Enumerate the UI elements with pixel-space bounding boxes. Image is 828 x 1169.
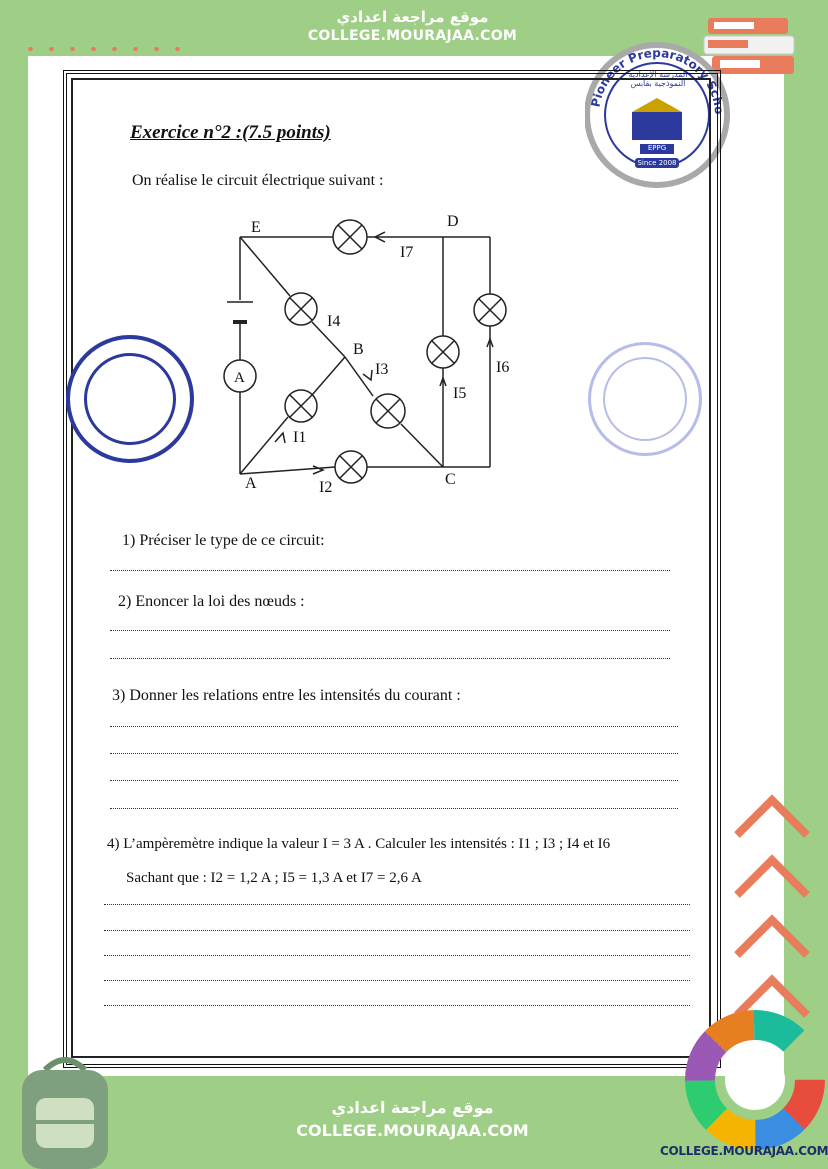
school-stamp-right <box>588 342 702 456</box>
current-label-i2: I2 <box>319 479 333 496</box>
answer-line <box>110 780 678 781</box>
circuit-diagram <box>215 212 510 502</box>
footer-site-url[interactable]: COLLEGE.MOURAJAA.COM <box>296 1121 529 1140</box>
answer-line <box>110 630 670 631</box>
footer-banner <box>285 1090 540 1169</box>
header-banner <box>290 0 535 56</box>
answer-line <box>110 726 678 727</box>
answer-line <box>104 980 690 981</box>
question-4-given: Sachant que : I2 = 1,2 A ; I5 = 1,3 A et I7 = 2,6 A <box>126 870 422 886</box>
answer-line <box>104 904 690 905</box>
question-4: 4) L’ampèremètre indique la valeur I = 3 A . Calculer les intensités : I1 ; I3 ; I4 et I6 <box>107 836 611 852</box>
decorative-dots <box>20 47 195 51</box>
answer-line <box>104 930 690 931</box>
current-label-i3: I3 <box>375 361 389 378</box>
header-site-url[interactable]: COLLEGE.MOURAJAA.COM <box>307 28 518 44</box>
school-logo-abbr: EPPG <box>647 144 667 152</box>
header-arabic-site: موقع مراجعة اعدادي <box>336 8 489 26</box>
current-label-i7: I7 <box>400 244 414 261</box>
svg-text:Pioneer Preparatory School of: Pioneer Preparatory Scho <box>588 45 727 115</box>
corner-site-url[interactable]: COLLEGE.MOURAJAA.COM <box>660 1144 828 1158</box>
question-1: 1) Préciser le type de ce circuit: <box>122 532 325 549</box>
answer-line <box>110 753 678 754</box>
education-circle-logo <box>695 1020 815 1140</box>
exercise-intro: On réalise le circuit électrique suivant : <box>132 172 384 189</box>
backpack-icon <box>10 1050 120 1169</box>
current-label-i4: I4 <box>327 313 341 330</box>
school-logo-since: Since 2008 <box>637 159 677 167</box>
current-label-i6: I6 <box>496 359 510 376</box>
footer-arabic-site: موقع مراجعة اعدادي <box>331 1098 494 1117</box>
answer-line <box>110 808 678 809</box>
node-label-e: E <box>251 219 261 236</box>
school-stamp-left <box>66 335 194 463</box>
current-label-i1: I1 <box>293 429 307 446</box>
answer-line <box>110 570 670 571</box>
question-2: 2) Enoncer la loi des nœuds : <box>118 593 305 610</box>
current-label-i5: I5 <box>453 385 467 402</box>
school-logo-arabic: المدرسة الإعدادية النموذجية بقابس <box>628 70 688 88</box>
lamp-icon <box>285 220 506 483</box>
chevron-up-icon <box>732 790 812 1030</box>
node-label-c: C <box>445 471 456 488</box>
exercise-title: Exercice n°2 :(7.5 points) <box>130 122 331 143</box>
node-label-b: B <box>353 341 364 358</box>
ammeter-label: A <box>234 370 245 386</box>
answer-line <box>104 955 690 956</box>
answer-line <box>110 658 670 659</box>
question-3: 3) Donner les relations entre les intensités du courant : <box>112 687 461 704</box>
node-label-a: A <box>245 475 257 492</box>
answer-line <box>104 1005 690 1006</box>
node-label-d: D <box>447 213 459 230</box>
